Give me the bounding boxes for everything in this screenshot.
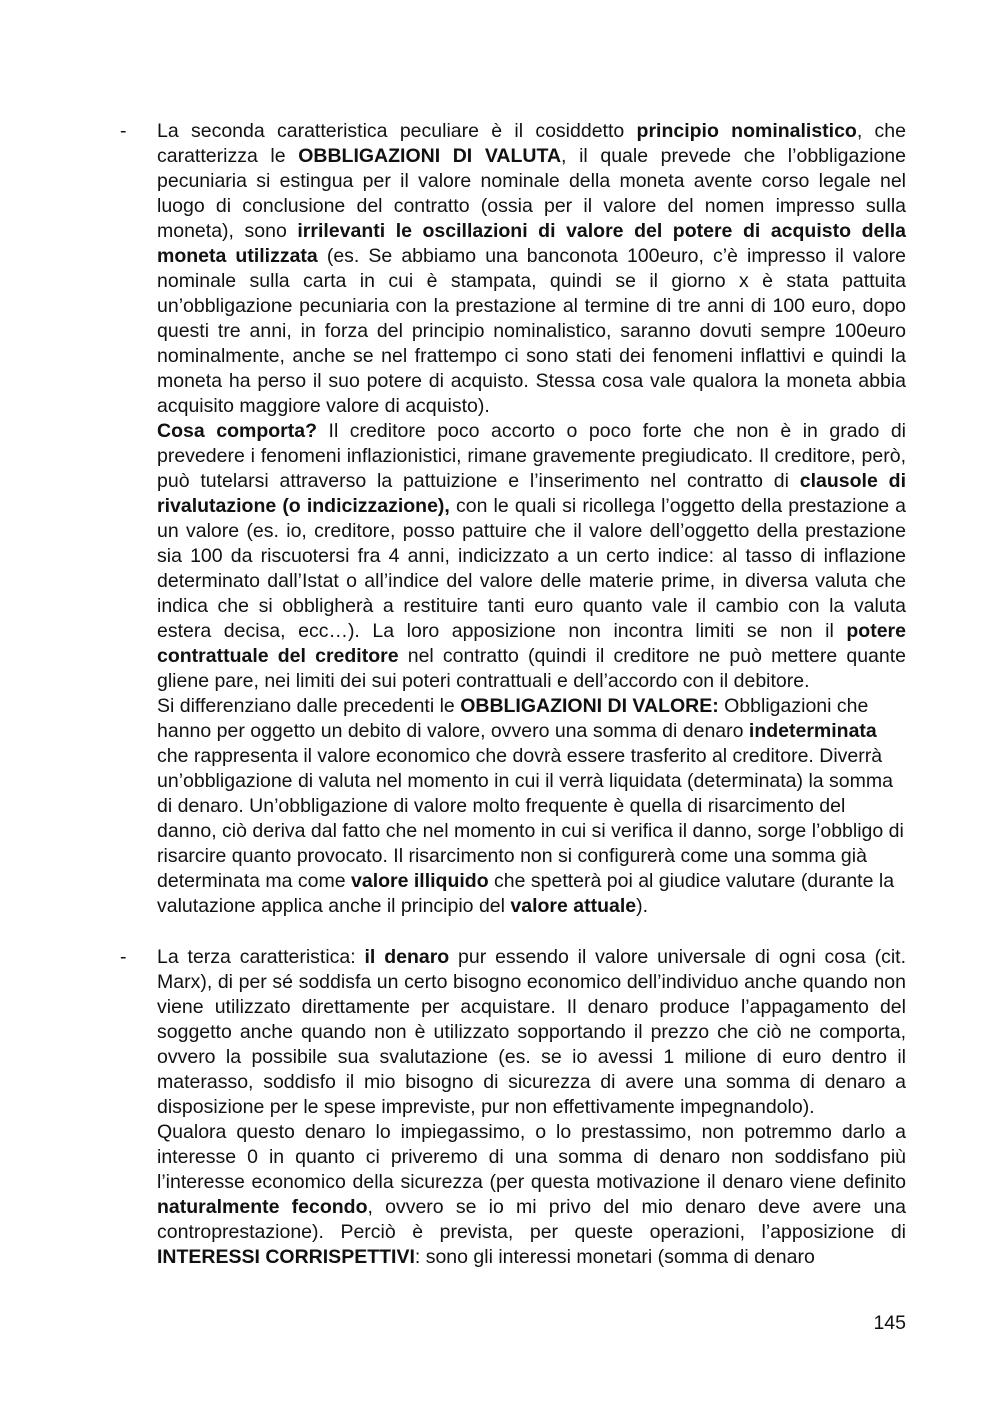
text-run: Qualora questo denaro lo impiegassimo, o lo prestassimo, non potremmo darlo a interesse 0 in quanto ci priveremo di una somma di denaro non soddisfano più l’interesse economico della sicurezza (per questa motivazione il denaro viene definito (157, 1121, 906, 1193)
text-run: con le quali si ricollega l’oggetto della prestazione a un valore (es. io, creditore, posso pattuire che il valore dell’oggetto della prestazione sia 100 da riscuotersi fra 4 anni, indicizzato a un certo indice: al tasso di inflazione determinato dall’Istat o all’indice del valore delle materie prime, in diversa valuta che indica che si obbligherà a restituire tanti euro quanto vale il cambio con la valuta estera decisa, ecc…). La loro apposizione non incontra limiti se non il (157, 495, 906, 642)
text-run: La terza caratteristica: (157, 946, 365, 968)
bold-text: OBBLIGAZIONI DI VALUTA (298, 145, 562, 167)
bold-text: naturalmente fecondo (157, 1196, 368, 1218)
bold-text: clausole di rivalutazione (o indicizzazione), (157, 470, 906, 517)
paragraph-interessi-corrispettivi (157, 1120, 906, 1270)
text-run: che spetterà poi al giudice valutare (durante la valutazione applica anche il principio del (157, 870, 895, 917)
text-run: Il creditore poco accorto o poco forte che non è in grado di prevedere i fenomeni inflazionistici, rimane gravemente pregiudicato. Il creditore, però, può tutelarsi attraverso la pattuizione e l’inserimento nel contratto di (157, 420, 906, 492)
bold-text: principio nominalistico (636, 120, 857, 142)
bold-text: valore attuale (510, 895, 637, 917)
bold-text: OBBLIGAZIONI DI VALORE: (460, 695, 719, 717)
bold-text: INTERESSI CORRISPETTIVI (157, 1246, 415, 1268)
text-run: pur essendo il valore universale di ogni cosa (cit. Marx), di per sé soddisfa un certo bisogno economico dell’individuo anche quando non viene utilizzato direttamente per acquistare. Il denaro produce l’appagamento del soggetto anche quando non è utilizzato sopportando il prezzo che ciò ne comporta, ovvero la possibile sua svalutazione (es. se io avessi 1 milione di euro dentro il materasso, soddisfo il mio bisogno di sicurezza di avere una somma di denaro a disposizione per le spese impreviste, pur non effettivamente impegnandolo). (157, 946, 906, 1118)
bold-text: irrilevanti le oscillazioni di valore del potere di acquisto della moneta utilizzata (157, 220, 907, 267)
text-run: : sono gli interessi monetari (somma di denaro (414, 1246, 815, 1268)
paragraph-denaro (157, 945, 906, 1120)
list-bullet: - (120, 946, 127, 968)
text-run: nel contratto (quindi il creditore ne può mettere quante gliene pare, nei limiti dei sui poteri contrattuali e dell’accordo con il debitore. (157, 645, 906, 692)
text-run: Si differenziano dalle precedenti le (157, 695, 461, 717)
text-run: , ovvero se io mi privo del mio denaro deve avere una controprestazione). Perciò è prevista, per queste operazioni, l’apposizione di (157, 1196, 906, 1243)
text-run: , il quale prevede che l’obbligazione pecuniaria si estingua per il valore nominale della moneta avente corso legale nel luogo di conclusione del contratto (ossia per il valore del nomen impresso sulla moneta), sono (157, 145, 906, 242)
list-item-third-characteristic (120, 945, 906, 1270)
paragraph-cosa-comporta (157, 419, 906, 694)
text-run: che rappresenta il valore economico che dovrà essere trasferito al creditore. Diverrà un’obbligazione di valuta nel momento in cui il verrà liquidata (determinata) la somma di denaro. Un’obbligazione di valore molto frequente è quella di risarcimento del danno, ciò deriva dal fatto che nel momento in cui si verifica il danno, sorge l’obbligo di risarcire quanto provocato. Il risarcimento non si configurerà come una somma già determinata ma come (157, 745, 904, 892)
text-run: , che caratterizza le (157, 120, 906, 167)
text-run: ). (636, 895, 649, 917)
paragraph-nominalistic-principle (157, 119, 906, 419)
list-bullet: - (120, 120, 127, 142)
text-run: (es. Se abbiamo una banconota 100euro, c’è impresso il valore nominale sulla carta in cui è stampata, quindi se il giorno x è stata pattuita un’obbligazione pecuniaria con la prestazione al termine di tre anni di 100 euro, dopo questi tre anni, in forza del principio nominalistico, saranno dovuti sempre 100euro nominalmente, anche se nel frattempo ci sono stati dei fenomeni inflattivi e quindi la moneta ha perso il suo potere di acquisto. Stessa cosa vale qualora la moneta abbia acquisito maggiore valore di acquisto). (157, 245, 906, 417)
bold-text: indeterminata (748, 720, 877, 742)
list-item-second-characteristic (120, 119, 906, 919)
bold-text: valore illiquido (351, 870, 489, 892)
page-number: 145 (873, 1312, 906, 1334)
bold-text: Cosa comporta? (157, 420, 317, 442)
bold-text: il denaro (364, 946, 450, 968)
bold-text: potere contrattuale del creditore (157, 620, 906, 667)
text-run: La seconda caratteristica peculiare è il cosiddetto (157, 120, 637, 142)
text-run: Obbligazioni che hanno per oggetto un debito di valore, ovvero una somma di denaro (157, 695, 869, 742)
paragraph-obbligazioni-di-valore (157, 694, 906, 919)
